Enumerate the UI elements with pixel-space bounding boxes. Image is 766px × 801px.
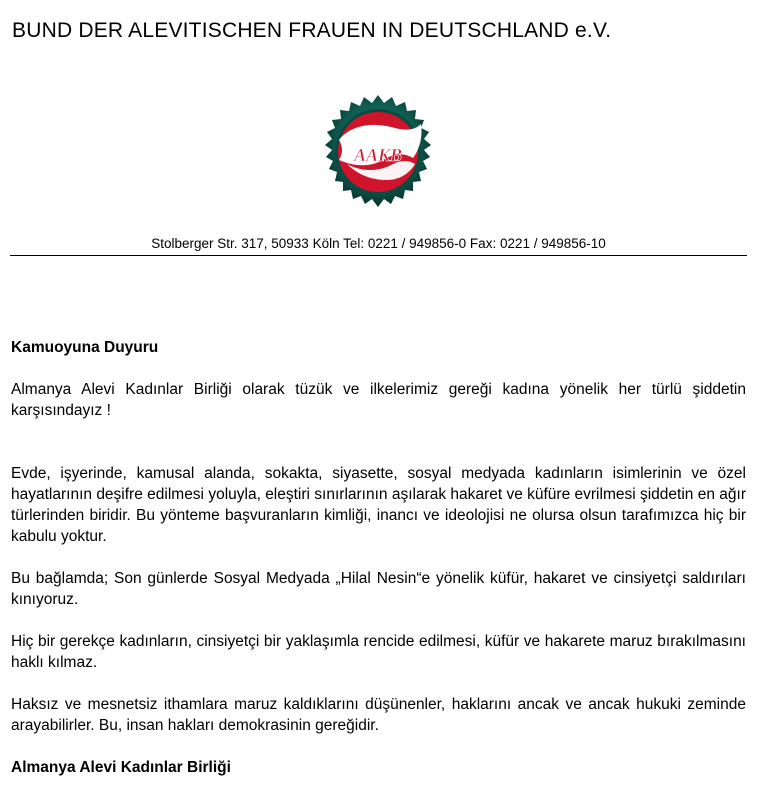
logo-text: AAKB	[353, 145, 403, 165]
organization-title: BUND DER ALEVITISCHEN FRAUEN IN DEUTSCHLAND e.V.	[12, 19, 612, 42]
address-line: Stolberger Str. 317, 50933 Köln Tel: 0221 / 949856-0 Fax: 0221 / 949856-10	[151, 236, 606, 251]
paragraph-4: Hiç bir gerekçe kadınların, cinsiyetçi bir yaklaşımla rencide edilmesi, küfür ve hakarete maruz bırakılmasını haklı kılmaz.	[11, 633, 746, 671]
paragraph-5: Haksız ve mesnetsiz ithamlara maruz kaldıklarını düşünenler, haklarını ancak ve ancak hukuki zeminde arayabilirler. Bu, insan hakları demokrasinin gereğidir.	[11, 696, 746, 734]
paragraph-3: Bu bağlamda; Son günlerde Sosyal Medyada „Hilal Nesin“e yönelik küfür, hakaret ve cinsiyetçi saldırıları kınıyoruz.	[11, 570, 746, 608]
signature: Almanya Alevi Kadınlar Birliği	[11, 759, 231, 776]
announcement-body	[11, 337, 746, 778]
announcement-heading: Kamuoyuna Duyuru	[11, 339, 159, 356]
header-divider	[10, 255, 747, 256]
paragraph-1: Almanya Alevi Kadınlar Birliği olarak tüzük ve ilkelerimiz gereği kadına yönelik her türlü şiddetin karşısındayız !	[11, 381, 746, 419]
paragraph-2: Evde, işyerinde, kamusal alanda, sokakta, siyasette, sosyal medyada kadınların isimlerinin ve özel hayatlarının deşifre edilmesi yoluyla, eleştiri sınırlarının aşılarak hakaret ve küfüre evrilmesi şiddetin en ağır türlerinden biridir. Bu yönteme başvuranların kimliği, inancı ve ideolojisi ne olursa olsun tarafımızca hiç bir kabulu yoktur.	[11, 465, 746, 545]
aakb-logo	[317, 94, 439, 216]
